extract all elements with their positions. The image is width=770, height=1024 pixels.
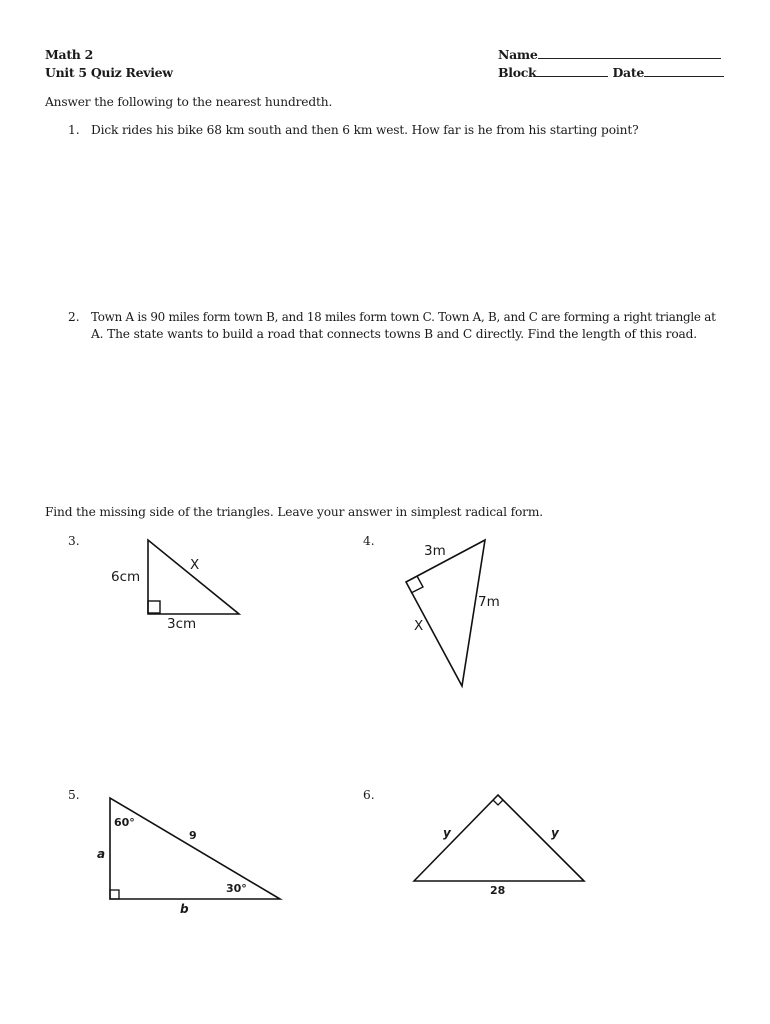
figure-6-left-leg-label: y <box>443 826 451 840</box>
figure-6-number: 6. <box>363 788 375 802</box>
figure-3-vertical-leg-label: 6cm <box>111 569 141 585</box>
block-label: Block <box>498 65 537 80</box>
figure-4-hypotenuse-label: 7m <box>478 594 500 610</box>
figure-3-number: 3. <box>68 534 80 548</box>
course-title: Math 2 <box>45 47 94 62</box>
figure-3-horizontal-leg-label: 3cm <box>167 616 197 632</box>
unit-title: Unit 5 Quiz Review <box>45 65 173 80</box>
figure-5-horizontal-leg-label: b <box>180 902 189 916</box>
figure-3-hypotenuse-label: X <box>190 557 200 573</box>
question-1-number: 1. <box>68 123 80 137</box>
figure-5-top-angle-label: 60° <box>114 816 135 829</box>
figure-4-short-leg-label: 3m <box>424 543 446 559</box>
question-1-text: Dick rides his bike 68 km south and then 6 km west. How far is he from his starting point? <box>91 123 639 137</box>
instructions-part2: Find the missing side of the triangles. Leave your answer in simplest radical form. <box>45 505 543 519</box>
figure-5-vertical-leg-label: a <box>97 847 106 861</box>
figure-5-number: 5. <box>68 788 80 802</box>
figure-4-long-leg-label: X <box>414 618 424 634</box>
figure-5-bottom-angle-label: 30° <box>226 882 247 895</box>
figure-4-number: 4. <box>363 534 375 548</box>
question-2-number: 2. <box>68 310 80 324</box>
instructions-part1: Answer the following to the nearest hundredth. <box>45 95 333 109</box>
date-label: Date <box>612 65 644 80</box>
question-2-text-line2: A. The state wants to build a road that connects towns B and C directly. Find the length of this road. <box>91 327 698 341</box>
figure-6-base-label: 28 <box>490 884 506 897</box>
figure-6-right-leg-label: y <box>551 826 559 840</box>
name-label: Name <box>498 47 538 62</box>
question-2-text-line1: Town A is 90 miles form town B, and 18 miles form town C. Town A, B, and C are forming a right triangle at <box>91 310 716 324</box>
figure-5-hypotenuse-label: 9 <box>189 829 197 842</box>
